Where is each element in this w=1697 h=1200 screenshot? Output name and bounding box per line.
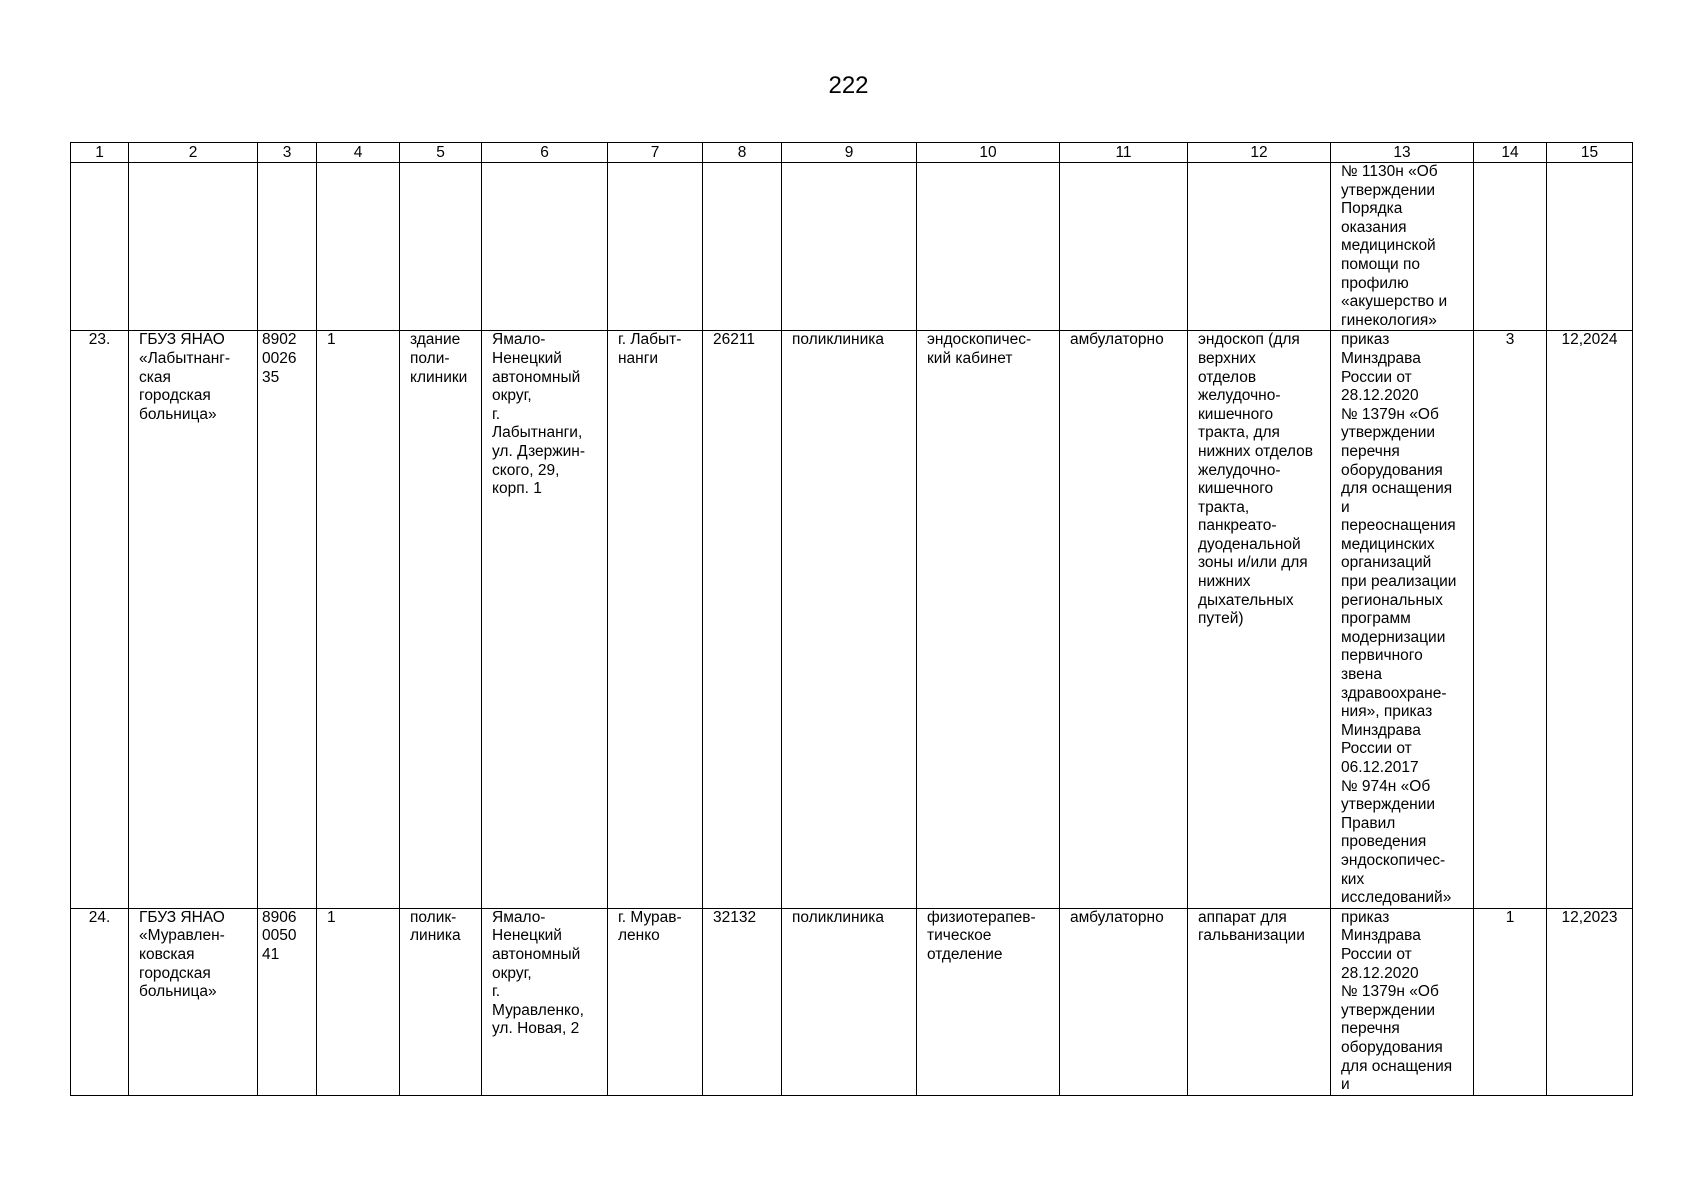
table-cell <box>703 163 782 331</box>
unit-type-cell: поликлиника <box>782 331 917 908</box>
department-cell: эндоскопичес- кий кабинет <box>917 331 1060 908</box>
deadline-cell: 12,2023 <box>1547 908 1633 1095</box>
table-cell <box>1547 163 1633 331</box>
column-header: 1 <box>71 143 129 163</box>
column-header: 5 <box>400 143 482 163</box>
column-header: 13 <box>1331 143 1474 163</box>
column-number-row <box>71 143 1633 163</box>
table-cell <box>317 163 400 331</box>
column-header: 2 <box>129 143 258 163</box>
column-header: 4 <box>317 143 400 163</box>
column-header: 3 <box>258 143 317 163</box>
building-cell: полик- линика <box>400 908 482 1095</box>
table-cell <box>71 163 129 331</box>
column-header: 10 <box>917 143 1060 163</box>
table-cell <box>1060 163 1188 331</box>
column-header: 9 <box>782 143 917 163</box>
city-cell: г. Мурав- ленко <box>608 908 703 1095</box>
data-table <box>70 142 1633 1096</box>
table-cell <box>1188 163 1331 331</box>
oktmo-cell: 32132 <box>703 908 782 1095</box>
regulation-cell: приказ Минздрава России от 28.12.2020 № 1379н «Об утверждении перечня оборудования для оснащения и <box>1331 908 1474 1095</box>
code-cell: 8906 0050 41 <box>258 908 317 1095</box>
code-cell: 8902 0026 35 <box>258 331 317 908</box>
column-header: 15 <box>1547 143 1633 163</box>
table-cell <box>782 163 917 331</box>
equipment-cell: аппарат для гальванизации <box>1188 908 1331 1095</box>
equipment-cell: эндоскоп (для верхних отделов желудочно- кишечного тракта, для нижних отделов желудочно- кишечного тракта, панкреато- дуоденальной зоны и/или для нижних дыхательных путей) <box>1188 331 1331 908</box>
table-cell <box>1474 163 1547 331</box>
address-cell: Ямало- Ненецкий автономный округ, г. Муравленко, ул. Новая, 2 <box>482 908 608 1095</box>
organization-cell: ГБУЗ ЯНАО «Лабытнанг- ская городская больница» <box>129 331 258 908</box>
column-header: 11 <box>1060 143 1188 163</box>
table-cell <box>400 163 482 331</box>
table-cell <box>129 163 258 331</box>
care-conditions-cell: амбулаторно <box>1060 908 1188 1095</box>
table-cell <box>482 163 608 331</box>
address-cell: Ямало- Ненецкий автономный округ, г. Лабытнанги, ул. Дзержин- ского, 29, корп. 1 <box>482 331 608 908</box>
oktmo-cell: 26211 <box>703 331 782 908</box>
row-number-cell: 23. <box>71 331 129 908</box>
column-header: 14 <box>1474 143 1547 163</box>
row-number-cell: 24. <box>71 908 129 1095</box>
count-cell: 1 <box>317 331 400 908</box>
count-cell: 1 <box>317 908 400 1095</box>
table-row-continuation <box>71 163 1633 331</box>
column-header: 12 <box>1188 143 1331 163</box>
column-header: 6 <box>482 143 608 163</box>
regulation-cell: приказ Минздрава России от 28.12.2020 № 1379н «Об утверждении перечня оборудования для оснащения и переоснащения медицинских организаций при реализации региональных программ модернизации первичного звена здравоохране- ния», приказ Минздрава России от 06.12.2017 № 974н «Об утверждении Правил проведения эндоскопичес- ких исследований» <box>1331 331 1474 908</box>
page-number: 222 <box>828 72 869 99</box>
regulation-cell: № 1130н «Об утверждении Порядка оказания медицинской помощи по профилю «акушерство и гинекология» <box>1331 163 1474 331</box>
quantity-cell: 1 <box>1474 908 1547 1095</box>
quantity-cell: 3 <box>1474 331 1547 908</box>
table-cell <box>608 163 703 331</box>
unit-type-cell: поликлиника <box>782 908 917 1095</box>
column-header: 7 <box>608 143 703 163</box>
table-row <box>71 908 1633 1095</box>
city-cell: г. Лабыт- нанги <box>608 331 703 908</box>
table-cell <box>917 163 1060 331</box>
column-header: 8 <box>703 143 782 163</box>
building-cell: здание поли- клиники <box>400 331 482 908</box>
organization-cell: ГБУЗ ЯНАО «Муравлен- ковская городская больница» <box>129 908 258 1095</box>
table-row <box>71 331 1633 908</box>
deadline-cell: 12,2024 <box>1547 331 1633 908</box>
department-cell: физиотерапев- тическое отделение <box>917 908 1060 1095</box>
care-conditions-cell: амбулаторно <box>1060 331 1188 908</box>
table-cell <box>258 163 317 331</box>
